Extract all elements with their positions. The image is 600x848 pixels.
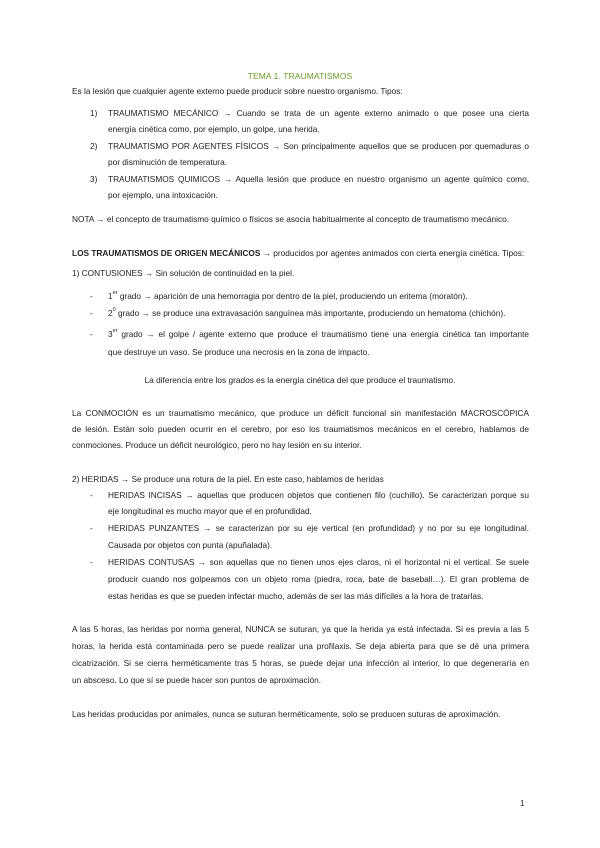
grade-2-text: grado → se produce una extravasación sanguínea más importante, produciendo un hematoma (chichón).: [115, 308, 506, 318]
mechanical-heading-bold: LOS TRAUMATISMOS DE ORIGEN MECÁNICOS: [72, 248, 261, 258]
grade-3-line-2: que destruye un vaso. Se produce una necrosis en la zona de impacto.: [108, 347, 370, 357]
herida-punzante-line-2: Causada por objetos con punta (apuñalada).: [108, 540, 273, 550]
conmocion-line-3: conmociones. Produce un déficit neurológico, pero no hay lesión en su interior.: [72, 440, 362, 450]
grade-1-number: 1: [108, 291, 113, 301]
grade-3-sup: er: [112, 328, 118, 334]
grade-note: La diferencia entre los grados es la energía cinética del que produce el traumatismo.: [144, 375, 456, 385]
herida-incisa-line-1: HERIDAS INCISAS → aquellas que producen objetos que contienen filo (cuchillo). Se caracterizan porque su: [108, 490, 529, 500]
page-title: TEMA 1. TRAUMATISMOS: [247, 71, 353, 81]
herida-contusa-line-2: producir cuando nos golpeamos con un objeto roma (piedra, roca, bate de baseball…). El gran problema de: [108, 574, 529, 584]
herida-contusa-line-3: estas heridas es que se pueden infectar mucho, además de ser las más difíciles a la hora de tratarlas.: [108, 591, 484, 601]
herida-punzante-line-1: HERIDAS PUNZANTES → se caracterizan por su eje vertical (en profundidad) y no por su eje longitudinal.: [108, 523, 529, 533]
grade-1-bullet: -: [90, 291, 93, 301]
mechanical-heading-rest: → producidos por agentes animados con cierta energía cinética. Tipos:: [260, 248, 525, 258]
type-1-number: 1): [90, 108, 98, 118]
herida-incisa-bullet: -: [90, 490, 93, 500]
grade-1-text: grado → aparición de una hemorragia por dentro de la piel, produciendo un eritema (moratón).: [117, 291, 468, 301]
grade-3-text: grado → el golpe / agente externo que produce el traumatismo tiene una energía cinética tan importante: [117, 329, 529, 339]
five-hours-line-1: A las 5 horas, las heridas por norma general, NUNCA se suturan, ya que la herida ya está infectada. Si es previa a las 5: [72, 624, 529, 634]
contusiones-heading: 1) CONTUSIONES → Sin solución de continuidad en la piel.: [72, 268, 295, 278]
five-hours-line-3: cicatrización. Si se cierra herméticamente tras 5 horas, se puede dejar una infección al interior, lo que degeneraría en: [72, 658, 529, 668]
herida-punzante-bullet: -: [90, 523, 93, 533]
type-1-line-1: TRAUMATISMO MECÁNICO → Cuando se trata de un agente externo animado o que posee una cierta: [108, 108, 529, 118]
herida-incisa-line-2: eje longitudinal es mucho mayor que el en profundidad.: [108, 506, 312, 516]
conmocion-line-1: La CONMOCIÓN es un traumatismo mecánico, que produce un déficit funcional sin manifestación MACROSCÓPICA: [72, 408, 529, 418]
type-2-number: 2): [90, 141, 98, 151]
type-3-line-1: TRAUMATISMOS QUIMICOS → Aquella lesión que produce en nuestro organismo un agente químico como,: [108, 174, 529, 184]
conmocion-line-2: de lesión. Están solo pueden ocurrir en el cerebro, por eso los traumatismos mecánicos en el cerebro, hablamos de: [72, 424, 529, 434]
grade-2: [108, 308, 505, 319]
mechanical-heading: [72, 248, 524, 259]
nota-paragraph: NOTA → el concepto de traumatismo químico o físicos se asocia habitualmente al concepto de traumatismo mecánico.: [72, 214, 510, 224]
herida-contusa-bullet: -: [90, 557, 93, 567]
grade-2-number: 2: [108, 308, 113, 318]
grade-1-sup: er: [112, 290, 118, 296]
type-2-line-1: TRAUMATISMO POR AGENTES FÍSICOS → Son principalmente aquellos que se producen por quemaduras o: [108, 141, 529, 151]
grade-2-sup: 0: [112, 307, 116, 313]
herida-contusa-line-1: HERIDAS CONTUSAS → son aquellas que no tienen unos ejes claros, ni el horizontal ni el vertical. Se suele: [108, 557, 529, 567]
grade-3-number: 3: [108, 329, 113, 339]
animals-paragraph: Las heridas producidas por animales, nunca se suturan herméticamente, solo se producen suturas de aproximación.: [72, 709, 501, 719]
type-2-line-2: por disminución de temperatura.: [108, 157, 227, 167]
type-3-number: 3): [90, 174, 98, 184]
page-number: 1: [520, 799, 525, 808]
five-hours-line-2: horas, la herida está contaminada pero se puede realizar una profilaxis. Se deja abierta para que se dé una primera: [72, 641, 529, 651]
intro-paragraph: Es la lesión que cualquier agente externo puede producir sobre nuestro organismo. Tipos:: [72, 86, 403, 96]
heridas-heading: 2) HERIDAS → Se produce una rotura de la piel. En este caso, hablamos de heridas: [72, 474, 384, 484]
grade-1: [108, 291, 468, 302]
grade-2-bullet: -: [90, 308, 93, 318]
grade-3: [108, 329, 529, 340]
five-hours-line-4: un absceso. Lo que sí se puede hacer son puntos de aproximación.: [72, 675, 322, 685]
grade-3-bullet: -: [90, 329, 93, 339]
type-1-line-2: energía cinética como, por ejemplo, un golpe, una herida.: [108, 124, 320, 134]
type-3-line-2: por ejemplo, una intoxicación.: [108, 190, 218, 200]
